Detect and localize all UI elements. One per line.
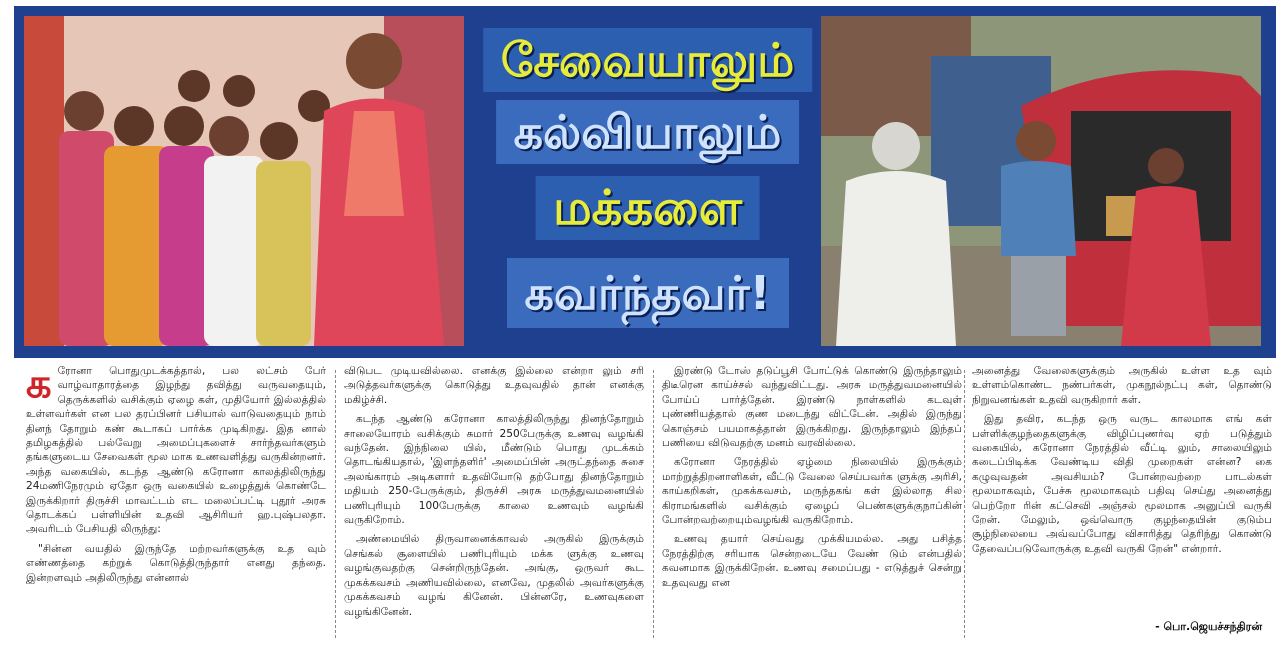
paragraph: "சின்ன வயதில் இருந்தே மற்றவர்களுக்கு உத வும் எண்ணத்தை கற்றுக் கொடுத்திருந்தார் எனது தந்தை. இன்றளவும் அதிலிருந்து என்னால் <box>26 542 326 584</box>
byline: - பொ.ஜெயச்சந்திரன் <box>1155 620 1262 633</box>
headline-line-4: கவர்ந்தவர்! <box>507 258 789 328</box>
photo-food-distribution <box>821 16 1261 346</box>
paragraph: அண்மையில் திருவானைக்காவல் அருகில் இருக்கும் செங்கல் சூளையில் பணிபுரியும் மக்க ளுக்கு உணவு வழங்குவதற்கு சென்றிருந்தேன். அங்கு, ஒருவர் கூட முகக்கவசம் அணியவில்லை, எனவே, முதலில் அவர்களுக்கு முகக்கவசம் வழங் கினேன். பின்னரே, உணவுகளை வழங்கினேன். <box>344 533 644 618</box>
article-column-2 <box>344 364 644 642</box>
column-divider <box>653 370 654 638</box>
paragraph: ரோனா பொதுமுடக்கத்தால், பல லட்சம் பேர் வாழ்வாதாரத்தை இழந்து தவித்து வருவதையும், தெருக்களில் வசிக்கும் ஏழை கள், முதியோர் இல்லத்தில் உள்ளவர்கள் என பல தரப்பினர் பசியால் வாடுவதையும் நாம் தினந் தோறும் கண் கூடாகப் பார்க்க முடிகிறது. இத னால் தமிழகத்தில் பல்வேறு அமைப்புகளைச் சார்ந்தவர்களும் தங்களுடைய சேவைகள் மூல மாக உணவளித்து வருகின்றனர். அந்த வகையில், கடந்த ஆண்டு கரோனா காலத்திலிருந்து 24மணிநேரமும் ஏதோ ஒரு வகையில் உழைத்துக் கொண்டே இருக்கிறார் திருச்சி மாவட்டம் எட மலைப்பட்டி புதூர் அரசு தொடக்கப் பள்ளியின் உதவி ஆசிரியர் ஹ.புஷ்பலதா. அவரிடம் பேசியதி லிருந்து: <box>26 365 326 536</box>
dropcap-letter: க <box>26 364 52 407</box>
paragraph: கரோனா நேரத்தில் ஏழ்மை நிலையில் இருக்கும் மாற்றுத்திறனாளிகள், வீட்டு வேலை செய்பவர்க ளுக்கு அரிசி, காய்கறிகள், முகக்கவசம், மருந்தகங் கள் இல்லாத சில கிராமங்களில் வசிக்கும் ஏழைப் பெண்களுக்குநாப்கின் போன்றவற்றையும்வழங்கி வருகிறோம். <box>662 456 962 527</box>
headline-line-2: கல்வியாலும் <box>496 100 800 164</box>
paragraph: அனைத்து வேலைகளுக்கும் அருகில் உள்ள உத வும் உள்ளம்கொண்ட நண்பர்கள், முகநூல்நட்பு கள், தொண்டு நிறுவனங்கள் உதவி வருகிறார் கள். <box>972 365 1272 406</box>
paragraph: கடந்த ஆண்டு கரோனா காலத்திலிருந்து தினந்தோறும் சாலையோரம் வசிக்கும் சுமார் 250பேருக்கு உணவு வழங்கி வந்தேன். இந்நிலை யில், மீண்டும் பொது முடக்கம் தொடங்கியதால், 'இளந்தளிர்' அமைப்பின் அருட்தந்தை சுசை அலங்காரம் அடிகளார் உதவியோடு தற்போது தினந்தோறும் மதியம் 250-பேருக்கும், திருச்சி அரசு மருத்துவமனையில் பணிபுரியும் 100பேருக்கு காலை உணவும் வழங்கி வருகிறோம். <box>344 413 644 527</box>
header-band <box>14 6 1276 358</box>
paragraph: இரண்டு டோஸ் தடுப்பூசி போட்டுக் கொண்டு இருந்தாலும் திடீரென காய்ச்சல் வந்துவிட்டது. அரசு மருத்துவமனையில் போய்ப் பார்த்தேன். இரண்டு நாள்களில் கடவுள் புண்ணியத்தால் குண மடைந்து விட்டேன். அதில் இருந்து கொஞ்சம் பயமாகத்தான் இருக்கிறது. இருந்தாலும் இந்தப் பணியை விடுவதற்கு மனம் வரவில்லை. <box>662 365 962 450</box>
photo-food-distribution-illustration <box>821 16 1261 346</box>
headline-line-1: சேவையாலும் <box>483 28 813 92</box>
paragraph: இது தவிர, கடந்த ஒரு வருட காலமாக எங் கள் பள்ளிக்குழந்தைகளுக்கு விழிப்புணர்வு ஏற் படுத்தும் வகையில், கரோனா நேரத்தில் வீட்டி லும், சாலையிலும் கடைப்பிடிக்க வேண்டிய விதி முறைகள் என்ன? கை கழுவுவதன் அவசியம்? போன்றவற்றை பாடல்கள் மூலமாகவும், பேச்சு மூலமாகவும் பதிவு செய்து அனைத்து பெற்றோ ரின் கட்செவி அஞ்சல் மூலமாக அனுப்பி வருகி றேன். மேலும், ஒவ்வொரு குழந்தையின் குடும்ப சூழ்நிலையை அவ்வப்போது விசாரித்து தெரிந்து கொண்டு தேவைப்படுவோருக்கு உதவி வருகி றேன்" என்றார். <box>972 413 1272 555</box>
photo-teacher-with-children-illustration <box>24 16 464 346</box>
article-body <box>26 364 1276 642</box>
article-column-1 <box>26 364 326 642</box>
headline-line-3: மக்களை <box>535 176 760 240</box>
paragraph: விடுபட முடியவில்லை. எனக்கு இல்லை என்றா லும் சரி அடுத்தவர்களுக்கு கொடுத்து உதவுவதில் தான் எனக்கு மகிழ்ச்சி. <box>344 365 644 406</box>
headline <box>485 28 810 338</box>
article-column-4 <box>972 364 1272 642</box>
photo-teacher-with-children <box>24 16 464 346</box>
column-divider <box>335 370 336 638</box>
paragraph: உணவு தயார் செய்வது முக்கியமல்ல. அது பசித்த நேரத்திற்கு சரியாக சென்றடையே வேண் டும் என்பதில் கவனமாக இருக்கிறேன். உணவு சமைப்பது - எடுத்துச் சென்று உதவுவது என <box>662 533 962 589</box>
column-divider <box>964 370 965 638</box>
article-column-3 <box>662 364 962 642</box>
